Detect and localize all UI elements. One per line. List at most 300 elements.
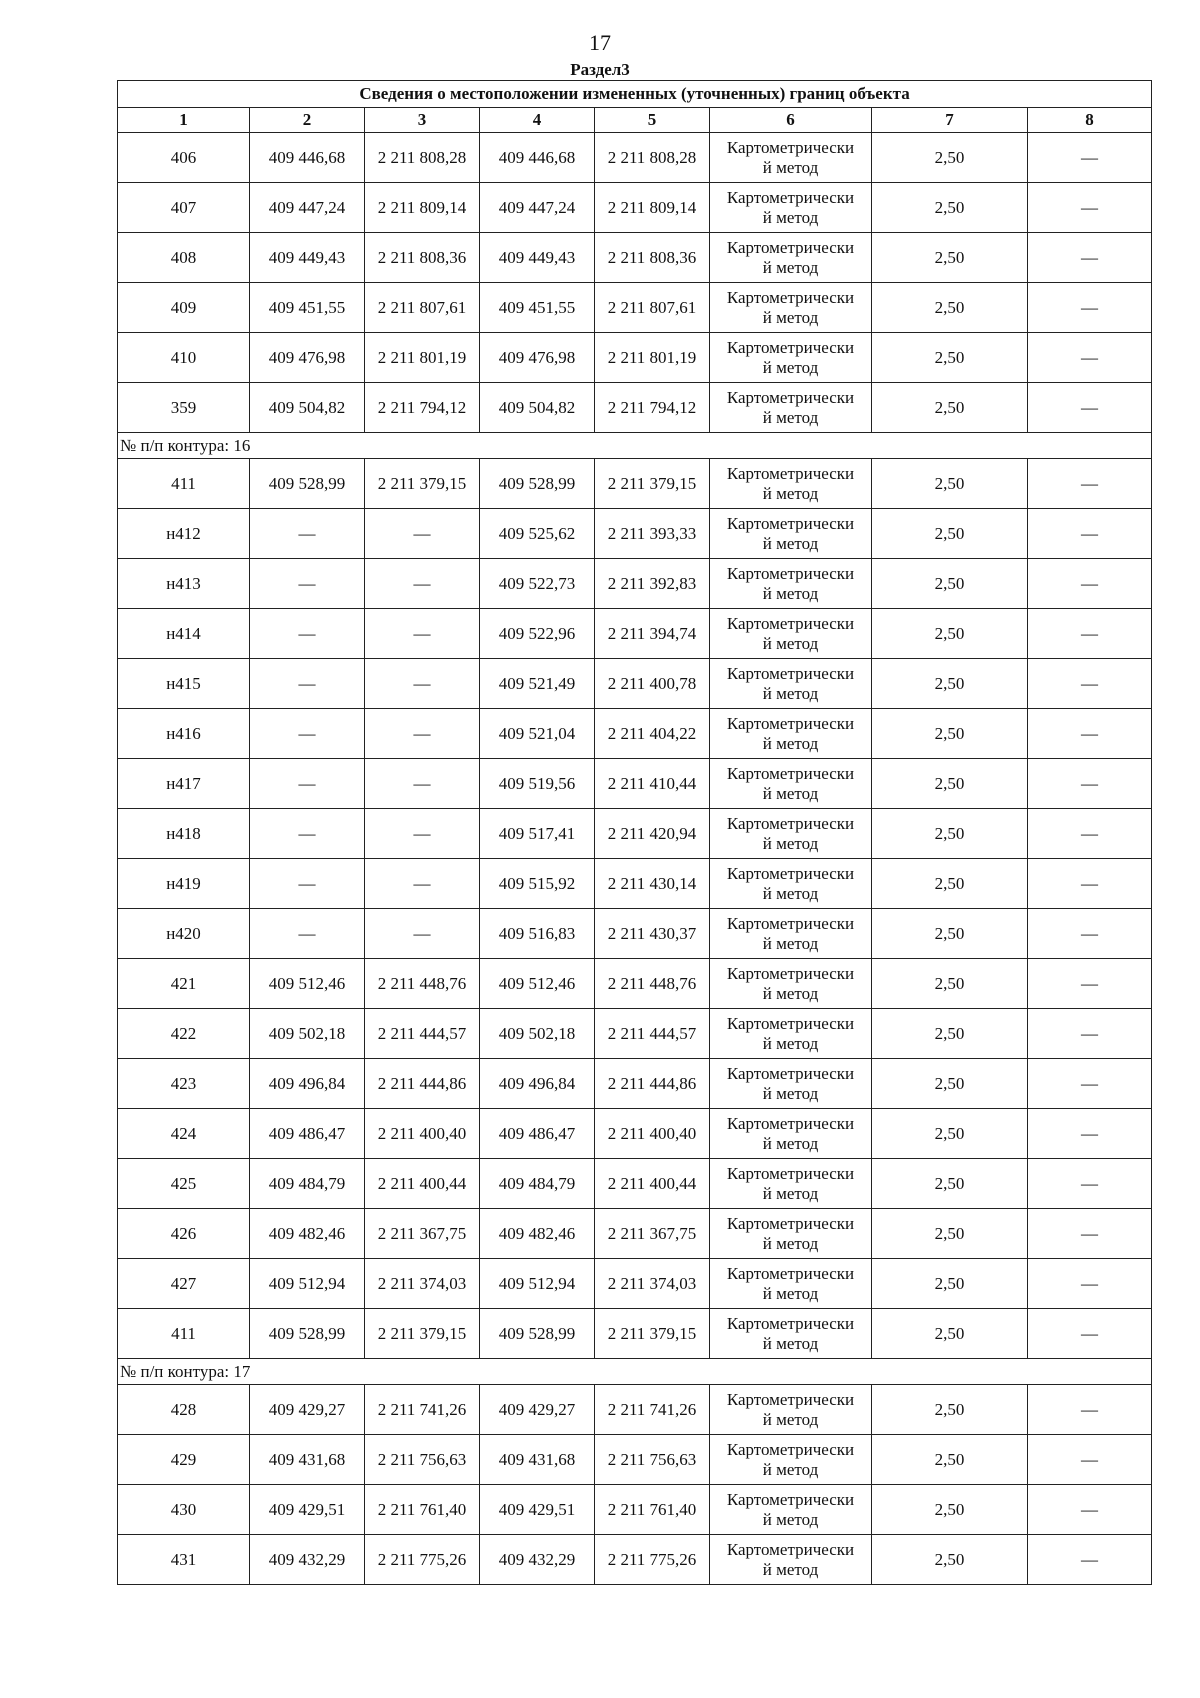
existing-y-cell: — xyxy=(365,509,480,559)
existing-x-cell: 409 447,24 xyxy=(250,183,365,233)
refined-x-cell: 409 528,99 xyxy=(480,1309,595,1359)
description-cell: — xyxy=(1028,383,1152,433)
column-number: 8 xyxy=(1028,108,1152,133)
description-cell: — xyxy=(1028,1059,1152,1109)
description-cell: — xyxy=(1028,133,1152,183)
accuracy-cell: 2,50 xyxy=(872,559,1028,609)
existing-x-cell: 409 504,82 xyxy=(250,383,365,433)
refined-y-cell: 2 211 400,44 xyxy=(595,1159,710,1209)
description-cell: — xyxy=(1028,1109,1152,1159)
point-number-cell: н412 xyxy=(118,509,250,559)
existing-x-cell: — xyxy=(250,759,365,809)
method-cell xyxy=(710,283,872,333)
method-text-line: Картометрически xyxy=(726,1113,855,1133)
point-number-cell: 428 xyxy=(118,1385,250,1435)
refined-x-cell: 409 522,73 xyxy=(480,559,595,609)
refined-y-cell: 2 211 807,61 xyxy=(595,283,710,333)
refined-x-cell: 409 502,18 xyxy=(480,1009,595,1059)
refined-y-cell: 2 211 756,63 xyxy=(595,1435,710,1485)
method-text-line: Картометрически xyxy=(726,1013,855,1033)
description-cell: — xyxy=(1028,233,1152,283)
description-cell: — xyxy=(1028,859,1152,909)
description-cell: — xyxy=(1028,559,1152,609)
existing-y-cell: 2 211 801,19 xyxy=(365,333,480,383)
method-text-line: й метод xyxy=(762,883,819,903)
method-cell xyxy=(710,233,872,283)
method-cell xyxy=(710,759,872,809)
table-row xyxy=(118,659,1152,709)
description-cell: — xyxy=(1028,909,1152,959)
method-text-line: Картометрически xyxy=(726,1213,855,1233)
method-text-line: й метод xyxy=(762,1233,819,1253)
point-number-cell: 410 xyxy=(118,333,250,383)
method-text-line: Картометрически xyxy=(726,513,855,533)
point-number-cell: 427 xyxy=(118,1259,250,1309)
accuracy-cell: 2,50 xyxy=(872,509,1028,559)
refined-x-cell: 409 429,51 xyxy=(480,1485,595,1535)
refined-x-cell: 409 512,46 xyxy=(480,959,595,1009)
refined-x-cell: 409 482,46 xyxy=(480,1209,595,1259)
method-cell xyxy=(710,333,872,383)
method-text-line: й метод xyxy=(762,1509,819,1529)
refined-x-cell: 409 476,98 xyxy=(480,333,595,383)
table-row xyxy=(118,133,1152,183)
refined-x-cell: 409 522,96 xyxy=(480,609,595,659)
method-text-line: й метод xyxy=(762,733,819,753)
existing-x-cell: — xyxy=(250,809,365,859)
existing-y-cell: 2 211 761,40 xyxy=(365,1485,480,1535)
refined-x-cell: 409 496,84 xyxy=(480,1059,595,1109)
method-text-line: Картометрически xyxy=(726,813,855,833)
existing-y-cell: 2 211 808,36 xyxy=(365,233,480,283)
column-number: 6 xyxy=(710,108,872,133)
point-number-cell: 411 xyxy=(118,459,250,509)
method-text-line: й метод xyxy=(762,1133,819,1153)
method-text-line: й метод xyxy=(762,483,819,503)
point-number-cell: 425 xyxy=(118,1159,250,1209)
contour-header-row xyxy=(118,433,1152,459)
method-text-line: Картометрически xyxy=(726,1163,855,1183)
method-text-line: Картометрически xyxy=(726,913,855,933)
accuracy-cell: 2,50 xyxy=(872,709,1028,759)
point-number-cell: н416 xyxy=(118,709,250,759)
method-text-line: Картометрически xyxy=(726,1389,855,1409)
method-text-line: Картометрически xyxy=(726,237,855,257)
refined-y-cell: 2 211 367,75 xyxy=(595,1209,710,1259)
table-row xyxy=(118,1059,1152,1109)
method-cell xyxy=(710,1385,872,1435)
point-number-cell: 406 xyxy=(118,133,250,183)
refined-y-cell: 2 211 392,83 xyxy=(595,559,710,609)
accuracy-cell: 2,50 xyxy=(872,1309,1028,1359)
column-number: 7 xyxy=(872,108,1028,133)
accuracy-cell: 2,50 xyxy=(872,909,1028,959)
method-text-line: й метод xyxy=(762,1333,819,1353)
point-number-cell: 409 xyxy=(118,283,250,333)
accuracy-cell: 2,50 xyxy=(872,1385,1028,1435)
method-cell xyxy=(710,509,872,559)
existing-y-cell: — xyxy=(365,859,480,909)
method-text-line: Картометрически xyxy=(726,1313,855,1333)
point-number-cell: 407 xyxy=(118,183,250,233)
point-number-cell: н418 xyxy=(118,809,250,859)
table-row xyxy=(118,1385,1152,1435)
point-number-cell: 359 xyxy=(118,383,250,433)
point-number-cell: 421 xyxy=(118,959,250,1009)
existing-x-cell: — xyxy=(250,709,365,759)
existing-y-cell: 2 211 400,44 xyxy=(365,1159,480,1209)
refined-x-cell: 409 517,41 xyxy=(480,809,595,859)
method-text-line: Картометрически xyxy=(726,713,855,733)
refined-x-cell: 409 431,68 xyxy=(480,1435,595,1485)
description-cell: — xyxy=(1028,1385,1152,1435)
method-cell xyxy=(710,559,872,609)
point-number-cell: 431 xyxy=(118,1535,250,1585)
refined-y-cell: 2 211 448,76 xyxy=(595,959,710,1009)
accuracy-cell: 2,50 xyxy=(872,1009,1028,1059)
refined-x-cell: 409 521,49 xyxy=(480,659,595,709)
existing-y-cell: 2 211 809,14 xyxy=(365,183,480,233)
point-number-cell: н420 xyxy=(118,909,250,959)
method-text-line: Картометрически xyxy=(726,137,855,157)
accuracy-cell: 2,50 xyxy=(872,1535,1028,1585)
table-row xyxy=(118,759,1152,809)
refined-y-cell: 2 211 809,14 xyxy=(595,183,710,233)
existing-x-cell: 409 512,46 xyxy=(250,959,365,1009)
refined-x-cell: 409 515,92 xyxy=(480,859,595,909)
accuracy-cell: 2,50 xyxy=(872,333,1028,383)
refined-y-cell: 2 211 761,40 xyxy=(595,1485,710,1535)
existing-y-cell: 2 211 444,86 xyxy=(365,1059,480,1109)
accuracy-cell: 2,50 xyxy=(872,959,1028,1009)
table-row xyxy=(118,233,1152,283)
accuracy-cell: 2,50 xyxy=(872,233,1028,283)
refined-y-cell: 2 211 410,44 xyxy=(595,759,710,809)
point-number-cell: 424 xyxy=(118,1109,250,1159)
method-text-line: й метод xyxy=(762,1083,819,1103)
method-text-line: Картометрически xyxy=(726,1263,855,1283)
refined-x-cell: 409 519,56 xyxy=(480,759,595,809)
point-number-cell: 423 xyxy=(118,1059,250,1109)
point-number-cell: 429 xyxy=(118,1435,250,1485)
existing-y-cell: 2 211 444,57 xyxy=(365,1009,480,1059)
method-text-line: Картометрически xyxy=(726,863,855,883)
accuracy-cell: 2,50 xyxy=(872,1485,1028,1535)
method-text-line: й метод xyxy=(762,407,819,427)
method-text-line: й метод xyxy=(762,257,819,277)
method-text-line: й метод xyxy=(762,633,819,653)
method-cell xyxy=(710,1009,872,1059)
point-number-cell: н419 xyxy=(118,859,250,909)
method-text-line: Картометрически xyxy=(726,1539,855,1559)
accuracy-cell: 2,50 xyxy=(872,1435,1028,1485)
point-number-cell: 426 xyxy=(118,1209,250,1259)
table-row xyxy=(118,1259,1152,1309)
method-cell xyxy=(710,959,872,1009)
accuracy-cell: 2,50 xyxy=(872,1059,1028,1109)
point-number-cell: 422 xyxy=(118,1009,250,1059)
refined-y-cell: 2 211 775,26 xyxy=(595,1535,710,1585)
method-text-line: Картометрически xyxy=(726,337,855,357)
table-row xyxy=(118,1309,1152,1359)
point-number-cell: 411 xyxy=(118,1309,250,1359)
accuracy-cell: 2,50 xyxy=(872,759,1028,809)
refined-x-cell: 409 486,47 xyxy=(480,1109,595,1159)
method-text-line: й метод xyxy=(762,157,819,177)
description-cell: — xyxy=(1028,183,1152,233)
existing-y-cell: — xyxy=(365,609,480,659)
refined-y-cell: 2 211 379,15 xyxy=(595,459,710,509)
accuracy-cell: 2,50 xyxy=(872,383,1028,433)
method-cell xyxy=(710,1209,872,1259)
refined-y-cell: 2 211 430,37 xyxy=(595,909,710,959)
refined-x-cell: 409 512,94 xyxy=(480,1259,595,1309)
existing-x-cell: — xyxy=(250,859,365,909)
description-cell: — xyxy=(1028,333,1152,383)
refined-y-cell: 2 211 420,94 xyxy=(595,809,710,859)
existing-x-cell: 409 486,47 xyxy=(250,1109,365,1159)
refined-y-cell: 2 211 379,15 xyxy=(595,1309,710,1359)
method-cell xyxy=(710,1435,872,1485)
existing-x-cell: — xyxy=(250,909,365,959)
refined-y-cell: 2 211 400,40 xyxy=(595,1109,710,1159)
existing-x-cell: 409 496,84 xyxy=(250,1059,365,1109)
method-text-line: Картометрически xyxy=(726,463,855,483)
point-number-cell: н414 xyxy=(118,609,250,659)
table-title-row xyxy=(118,81,1152,108)
table-row xyxy=(118,609,1152,659)
method-cell xyxy=(710,1309,872,1359)
contour-label: № п/п контура: 16 xyxy=(118,433,1152,459)
contour-header-row xyxy=(118,1359,1152,1385)
refined-x-cell: 409 528,99 xyxy=(480,459,595,509)
accuracy-cell: 2,50 xyxy=(872,283,1028,333)
method-cell xyxy=(710,1159,872,1209)
existing-y-cell: — xyxy=(365,759,480,809)
method-text-line: й метод xyxy=(762,1459,819,1479)
table-row xyxy=(118,1109,1152,1159)
refined-x-cell: 409 516,83 xyxy=(480,909,595,959)
table-row xyxy=(118,383,1152,433)
existing-y-cell: 2 211 374,03 xyxy=(365,1259,480,1309)
method-cell xyxy=(710,1535,872,1585)
method-cell xyxy=(710,1485,872,1535)
existing-y-cell: 2 211 367,75 xyxy=(365,1209,480,1259)
existing-y-cell: 2 211 379,15 xyxy=(365,1309,480,1359)
method-text-line: Картометрически xyxy=(726,1489,855,1509)
description-cell: — xyxy=(1028,809,1152,859)
accuracy-cell: 2,50 xyxy=(872,1109,1028,1159)
existing-x-cell: — xyxy=(250,559,365,609)
refined-x-cell: 409 446,68 xyxy=(480,133,595,183)
existing-x-cell: 409 451,55 xyxy=(250,283,365,333)
method-cell xyxy=(710,609,872,659)
existing-y-cell: 2 211 379,15 xyxy=(365,459,480,509)
method-text-line: й метод xyxy=(762,933,819,953)
existing-y-cell: 2 211 794,12 xyxy=(365,383,480,433)
point-number-cell: н417 xyxy=(118,759,250,809)
method-cell xyxy=(710,1109,872,1159)
existing-y-cell: — xyxy=(365,709,480,759)
method-text-line: Картометрически xyxy=(726,763,855,783)
accuracy-cell: 2,50 xyxy=(872,809,1028,859)
refined-y-cell: 2 211 794,12 xyxy=(595,383,710,433)
method-cell xyxy=(710,859,872,909)
point-number-cell: н415 xyxy=(118,659,250,709)
table-row xyxy=(118,1435,1152,1485)
table-title: Сведения о местоположении измененных (уточненных) границ объекта xyxy=(118,81,1152,108)
accuracy-cell: 2,50 xyxy=(872,1209,1028,1259)
method-text-line: Картометрически xyxy=(726,387,855,407)
refined-y-cell: 2 211 808,36 xyxy=(595,233,710,283)
column-number: 5 xyxy=(595,108,710,133)
column-number: 2 xyxy=(250,108,365,133)
point-number-cell: 430 xyxy=(118,1485,250,1535)
refined-x-cell: 409 432,29 xyxy=(480,1535,595,1585)
method-cell xyxy=(710,659,872,709)
table-row xyxy=(118,809,1152,859)
existing-x-cell: 409 429,27 xyxy=(250,1385,365,1435)
description-cell: — xyxy=(1028,1159,1152,1209)
existing-x-cell: 409 429,51 xyxy=(250,1485,365,1535)
existing-x-cell: 409 446,68 xyxy=(250,133,365,183)
existing-x-cell: 409 476,98 xyxy=(250,333,365,383)
refined-y-cell: 2 211 801,19 xyxy=(595,333,710,383)
method-text-line: й метод xyxy=(762,983,819,1003)
method-text-line: Картометрически xyxy=(726,1063,855,1083)
table-row xyxy=(118,709,1152,759)
method-text-line: й метод xyxy=(762,307,819,327)
refined-y-cell: 2 211 430,14 xyxy=(595,859,710,909)
refined-x-cell: 409 429,27 xyxy=(480,1385,595,1435)
existing-x-cell: 409 484,79 xyxy=(250,1159,365,1209)
refined-x-cell: 409 504,82 xyxy=(480,383,595,433)
method-cell xyxy=(710,909,872,959)
boundary-coordinates-table xyxy=(117,80,1152,1585)
method-text-line: Картометрически xyxy=(726,613,855,633)
refined-y-cell: 2 211 394,74 xyxy=(595,609,710,659)
point-number-cell: н413 xyxy=(118,559,250,609)
method-text-line: й метод xyxy=(762,1559,819,1579)
refined-y-cell: 2 211 741,26 xyxy=(595,1385,710,1435)
section-title: Раздел3 xyxy=(570,60,630,79)
table-row xyxy=(118,183,1152,233)
refined-x-cell: 409 447,24 xyxy=(480,183,595,233)
accuracy-cell: 2,50 xyxy=(872,459,1028,509)
existing-y-cell: — xyxy=(365,809,480,859)
table-body xyxy=(118,81,1152,1585)
accuracy-cell: 2,50 xyxy=(872,1259,1028,1309)
existing-x-cell: 409 502,18 xyxy=(250,1009,365,1059)
refined-x-cell: 409 449,43 xyxy=(480,233,595,283)
table-row xyxy=(118,1209,1152,1259)
description-cell: — xyxy=(1028,1535,1152,1585)
description-cell: — xyxy=(1028,759,1152,809)
existing-x-cell: 409 432,29 xyxy=(250,1535,365,1585)
method-cell xyxy=(710,1059,872,1109)
accuracy-cell: 2,50 xyxy=(872,659,1028,709)
description-cell: — xyxy=(1028,1435,1152,1485)
table-row xyxy=(118,509,1152,559)
existing-x-cell: 409 528,99 xyxy=(250,1309,365,1359)
existing-y-cell: 2 211 807,61 xyxy=(365,283,480,333)
method-text-line: Картометрически xyxy=(726,663,855,683)
existing-x-cell: 409 482,46 xyxy=(250,1209,365,1259)
existing-y-cell: 2 211 756,63 xyxy=(365,1435,480,1485)
refined-x-cell: 409 484,79 xyxy=(480,1159,595,1209)
method-text-line: Картометрически xyxy=(726,187,855,207)
refined-y-cell: 2 211 374,03 xyxy=(595,1259,710,1309)
table-row xyxy=(118,1535,1152,1585)
existing-x-cell: — xyxy=(250,609,365,659)
existing-y-cell: 2 211 448,76 xyxy=(365,959,480,1009)
method-text-line: й метод xyxy=(762,207,819,227)
refined-y-cell: 2 211 444,86 xyxy=(595,1059,710,1109)
description-cell: — xyxy=(1028,1259,1152,1309)
accuracy-cell: 2,50 xyxy=(872,1159,1028,1209)
refined-y-cell: 2 211 393,33 xyxy=(595,509,710,559)
contour-label: № п/п контура: 17 xyxy=(118,1359,1152,1385)
accuracy-cell: 2,50 xyxy=(872,183,1028,233)
description-cell: — xyxy=(1028,709,1152,759)
description-cell: — xyxy=(1028,1485,1152,1535)
refined-x-cell: 409 451,55 xyxy=(480,283,595,333)
method-cell xyxy=(710,383,872,433)
table-row xyxy=(118,859,1152,909)
method-text-line: й метод xyxy=(762,1283,819,1303)
method-cell xyxy=(710,133,872,183)
description-cell: — xyxy=(1028,1009,1152,1059)
table-row xyxy=(118,459,1152,509)
method-text-line: й метод xyxy=(762,683,819,703)
accuracy-cell: 2,50 xyxy=(872,133,1028,183)
table-row xyxy=(118,909,1152,959)
method-text-line: й метод xyxy=(762,583,819,603)
existing-y-cell: 2 211 775,26 xyxy=(365,1535,480,1585)
table-row xyxy=(118,333,1152,383)
existing-x-cell: — xyxy=(250,509,365,559)
point-number-cell: 408 xyxy=(118,233,250,283)
method-text-line: й метод xyxy=(762,783,819,803)
table-row xyxy=(118,1009,1152,1059)
description-cell: — xyxy=(1028,1309,1152,1359)
method-cell xyxy=(710,183,872,233)
table-row xyxy=(118,1485,1152,1535)
description-cell: — xyxy=(1028,609,1152,659)
method-text-line: й метод xyxy=(762,1033,819,1053)
method-text-line: Картометрически xyxy=(726,963,855,983)
method-text-line: й метод xyxy=(762,357,819,377)
existing-x-cell: 409 449,43 xyxy=(250,233,365,283)
description-cell: — xyxy=(1028,1209,1152,1259)
refined-y-cell: 2 211 404,22 xyxy=(595,709,710,759)
accuracy-cell: 2,50 xyxy=(872,609,1028,659)
method-text-line: й метод xyxy=(762,533,819,553)
method-cell xyxy=(710,1259,872,1309)
existing-y-cell: — xyxy=(365,559,480,609)
method-cell xyxy=(710,809,872,859)
existing-y-cell: 2 211 808,28 xyxy=(365,133,480,183)
existing-y-cell: 2 211 400,40 xyxy=(365,1109,480,1159)
method-cell xyxy=(710,709,872,759)
refined-y-cell: 2 211 444,57 xyxy=(595,1009,710,1059)
method-text-line: Картометрически xyxy=(726,563,855,583)
table-row xyxy=(118,559,1152,609)
table-row xyxy=(118,959,1152,1009)
existing-y-cell: — xyxy=(365,909,480,959)
existing-x-cell: 409 512,94 xyxy=(250,1259,365,1309)
table-row xyxy=(118,283,1152,333)
